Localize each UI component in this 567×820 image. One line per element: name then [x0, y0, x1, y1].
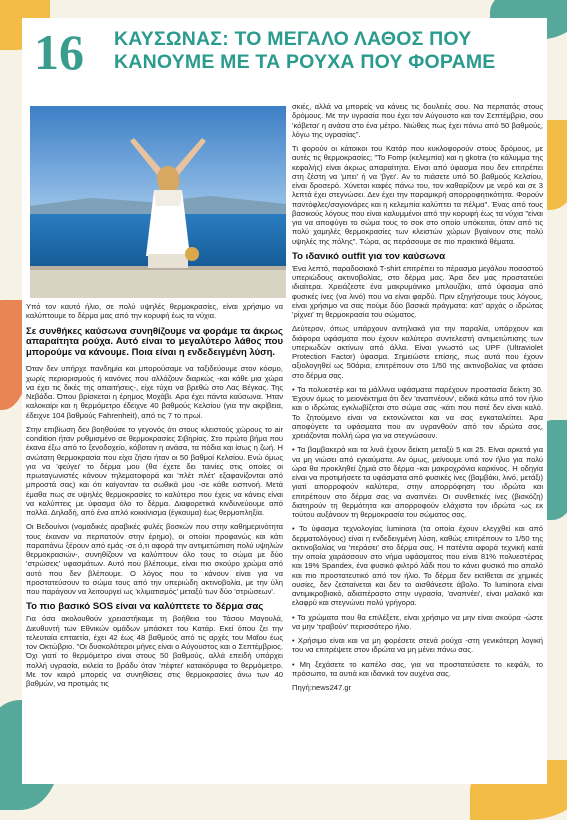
article-title: [114, 28, 534, 74]
paragraph: Οι Βεδουίνοι (νομαδικές αραβικές φυλές βοσκών που στην καθημερινότητα τους έκαναν να περπατούν στην έρημο), οι οποίοι προφανώς και κάτι παραπάνω ξέρουν από εμάς -σε ό,τι αφορά την αντιμετώπιση πολύ υψηλών θερμοκρασιών-, συνηθίζουν να καλύπτουν όλο τους το σώμα με δύο 'στρώσεις' υφασμάτων. Αυτό που βλέπουμε, είναι πιο σκούρο χρώμα από αυτό που δεν βλέπουμε. Ο λόγος που το κάνουν είναι για να προστατεύσουν το σώμα τους από την υπεριώδη ακτινοβολία, με την ύλη που παράγουν να λειτουργεί ως 'κλιματισμός' μεταξύ των δύο 'στρώσεων'.: [26, 522, 283, 597]
page-number: 16: [34, 24, 84, 80]
bullet-paragraph: • Τα χρώματα που θα επιλέξετε, είναι χρήσιμο να μην είναι σκούρα -ώστε να μην 'τραβούν' περισσότερο ήλιο.: [292, 612, 543, 631]
right-column: [292, 102, 543, 697]
article-header: [22, 18, 547, 84]
paragraph: Όταν δεν υπήρχε πανδημία και μπορούσαμε να ταξιδεύουμε στον κόσμο, χωρίς περιορισμούς ή κανόνες που αλλάζουν διαρκώς -και κάθε μια χώρα να έχει τις δικές της απαιτήσεις-, είχε τύχει να βρεθώ στο Λας Βέγκας. Της Νεβάδα. Όπου βρίσκεται η έρημος Μοχάβι. Αρα έχει πάντα καύσωνα. Ήταν καλοκαίρι και η θερμόμετρο έδειχνε 40 βαθμούς Κελσίου (για την ακρίβεια, έδειχνε 104 βαθμούς Fahrenheit), από τις 7 το πρωί.: [26, 364, 283, 420]
article-page: [22, 18, 547, 784]
bullet-paragraph: • Χρήσιμο είναι και να μη φορέσετε στενά ρούχα -στη γενικότερη λογική του να επιτρέψετε στον ιδρώτα να μη μένει πάνω σας.: [292, 636, 543, 655]
paragraph: Ένα λεπτό, παραδοσιακό T-shirt επιτρέπει το πέρασμα μεγάλου ποσοστού υπεριώδους ακτινοβολίας, στο δέρμα μας. Άρα δεν μας προστατεύει ιδιαίτερα. Χρειάζεστε ένα μακρυμάνικο μπλουζάκι, από ύφασμα από φυσικές ίνες (να λινό) που να είναι φαρδύ. Πριν εξηγήσουμε τους λόγους, είναι χρήσιμο να σας πούμε δύο βασικά πράγματα: κατ' αρχάς ο ιδρώτας 'ρίχνει' τη θερμοκρασία του σώματος.: [292, 263, 543, 319]
paragraph: Δεύτερον, όπως υπάρχουν αντηλιακά για την παραλία, υπάρχουν και διάφορα υφάσματα που έχουν καλύτερο συντελεστή αντιμετώπισης των υπεριωδών ακτίνων από άλλα. Είναι γνωστό ως UPF (Ultraviolet Protection Factor) ύφασμα. Σημειώστε επίσης, πως αυτά που έχουν αξιολογηθεί ως 50άρια, επιτρέπουν στο 1/50 της ακτινοβολίας να φτάσει στο δέρμα σας.: [292, 324, 543, 380]
photo-caption: Υπό τον καυτό ήλιο, σε πολύ υψηλές θερμοκρασίες, είναι χρήσιμο να καλύπτουμε το δέρμα μας από την κορυφή έως τα νύχια.: [26, 302, 283, 321]
section-heading: Το πιο βασικό SOS είναι να καλύπτετε το δέρμα σας: [26, 601, 264, 613]
paragraph: σκιές, αλλά να μπορείς να κάνεις τις δουλειές σου. Να περπατάς στους δρόμους. Με την υγρασία που έχει τον Αύγουστο και τον Σεπτέμβριο, σου 'κόβεται' η ανάσα στο ένα μέτρο. Νιώθεις πως έχει πάνω από 50 βαθμούς, λόγω της υγρασίας".: [292, 102, 543, 139]
article-title-line-1: ΚΑΥΣΩΝΑΣ: ΤΟ ΜΕΓΑΛΟ ΛΑΘΟΣ ΠΟΥ: [114, 28, 472, 50]
article-title-line-2: ΚΑΝΟΥΜΕ ΜΕ ΤΑ ΡΟΥΧΑ ΠΟΥ ΦΟΡΑΜΕ: [114, 51, 496, 73]
source-credit: Πηγή:news247.gr: [292, 683, 352, 692]
paragraph: Τι φορούν οι κάτοικοι του Κατάρ που κυκλοφορούν στους δρόμους, με αυτές τις θερμοκρασίες; "Το Fomp (κελεμπία) και η gkotra (το κάλυμμα της κεφαλής) είναι άκρως απαραίτητα. Είναι από ύφασμα που δεν επιτρέπει στη ζέστη να 'μπει' ή να 'βγει'. Αν το πιάσετε υπό 50 βαθμούς Κελσίου, είναι δροσερό. Χύνεται καφές πάνω του, τον καθαρίζουν με νερό και σε 3 λεπτά έχει στεγνώσει. Δεν έχει την παραμικρή απορροφητικότητα. Φορούν παντόφλες/σαγιονάρες και η κελεμπία καλύπτει τα πέλμα". Ένας από τους βασικούς λόγους που είναι καλυμμένοι από την κορυφή έως τα νύχια "είναι για να αποφύγει το σώμα τους το σοκ στο οποίο υπόκειται, όταν από τις πολύ χαμηλές θερμοκρασίες των κλειστών χώρων βγαίνουν στις πολύ υψηλές της πόλης". Τώρα, ας περάσουμε σε πιο πρακτικά θέματα.: [292, 144, 543, 246]
left-column: [26, 302, 283, 693]
section-heading: Το ιδανικό outfit για τον καύσωνα: [292, 250, 446, 262]
woman-by-the-sea-image: [30, 106, 286, 298]
paragraph: Για όσα ακολουθούν χρειαστήκαμε τη βοήθεια του Τάσου Μαγουλά, Διευθυντή των Εθνικών ομάδων μπάσκετ του Κατάρ. Εκεί όπου ζει την τελευταία επταετία, έχει 42 έως 48 βαθμούς από τις αρχές του Μαΐου έως τον Οκτώβριο. "Οι δυσκολότεροι μήνες είναι ο Αύγουστος και ο Σεπτέμβριος. Όχι γιατί το θερμόμετρο είναι στους 50 βαθμούς, αλλά επειδή υπάρχει πολλή υγρασία, εκλεία το βράδυ όταν 'πέφτει' κατακόρυφα το θερμόμετρο. Με τον καιρό μπορείς να συνηθίσεις στις θερμοκρασίες άνω των 40 βαθμών, να προτιμάς τις: [26, 614, 283, 689]
bullet-paragraph: • Τα πολυεστέρ και τα μάλλινα υφάσματα παρέχουν προστασία δείκτη 30. Έχουν όμως το μειονέκτημα ότι δεν 'αναπνέουν', ειδικά κάτω από τον ήλιο και ο ιδρώτας εγκλωβίζεται στο σώμα σας -κάτι που ποτέ δεν είναι καλό. Το ζητούμενο είναι να εκτονώνεται και να σας εγκαταλείπει. Άρα αποφύγετε τα υφάσματα που αν υγρανθούν από τον ιδρώτα σας, χρειάζονται πολλή ώρα για να στεγνώσουν.: [292, 384, 543, 440]
bullet-paragraph: • Τα βαμβακερά και τα λινά έχουν δείκτη μεταξύ 5 και 25. Είναι αρκετά για να μη νιώσει από εγκαύματα. Αν όμως, μείνουμε υπό τον ήλιο για πολύ ώρα θα προκληθεί ζημιά στο δέρμα -και μακροχρόνια καρκίνος. Η οδηγία είναι να προτιμήσετε τα υφάσματα από φυσικές ίνες (βαμβάκι, λινό, μετάξι) γιατί απορροφούν καλύτερα, στην απορρόφηση του ιδρώτα και επιτρέπουν στο δέρμα σας να αναπνέει. Οι συνθετικές ίνες (βισκόζη) διατηρούν τη θερμότητα και απορροφούν ελάχιστα τον ιδρώτα -ως εκ τούτου αυξάνουν τη θερμοκρασία του σώματος σας.: [292, 445, 543, 519]
bullet-paragraph: • Το ύφασμα τεχνολογίας luminora (τα οποία έχουν ελεγχθεί και από δερματολόγους) είναι η ενδεδειγμένη λύση, καθώς επιτρέπουν το 1/50 της ακτινοβολίας να 'περάσει' στο δέρμα σας. Η πατέντα αφορά τεχνική κατά την οποία χαράσσουν στο νήμα υφάσματος που είναι 81% πολυεστέρας και 19% Spandex, ένα φυσικό φιλτρό λάδι που το κάνει φυσικό πιο απαλό και πιο προστατευτικό από τον ήλιο. Το δέρμα δεν εκτίθεται σε χημικές ουσίες, δεν ζεσταίνεται και δεν το αισθάνεστε άβολο. Το luminora είναι αντιμικροβιακό, αδιαπέραστο στην υγρασία, 'αναπνέει', είναι μαλακό και ελαφρύ και στεγνώνει πολύ γρήγορα.: [292, 524, 543, 608]
paragraph: Στην επιβίωση δεν βοηθούσε το γεγονός ότι στους κλειστούς χώρους το air condition ήταν ρυθμισμένο σε θερμοκρασίες Σιβηρίας. Στο πρώτο βήμα που έκανα έξω από το ξενοδοχείο, κόβοταν η ανάσα, τα πόδια και ίσως η ζωή. Η ανώτατη θερμοκρασία που είχα ζήσει ήταν οι 50 βαθμοί Κελσίου. Ενώ όμως για να 'φεύγει' το δέρμα μου (θα έχετε δει ταινίες στις οποίες οι πρωταγωνιστές κάνουν τηλεματοφορά και 'πλέτ πλέτ' εξαφανίζονται από μπροστά σας) και ότι καίγονταν τα σωθικά μου -σε κάθε εισπνοή. Μετά έμαθα πως σε υψηλές θερμοκρασίες το καλύτερο που έχεις να κάνεις είναι να καλύπτεις με ύφασμα όλο το δέρμα. Διαφορετικά κινδυνεύουμε από πολλά. Δηλαδή, από ένα απλό κοκκίνισμα (έγκαυμα) έως θερμοπληξία.: [26, 424, 283, 518]
article-lead: Σε συνθήκες καύσωνα συνηθίζουμε να φοράμε τα άκρως απαραίτητα ρούχα. Αυτό είναι το μεγαλύτερο λάθος που μπορούμε να κάνουμε. Ποια είναι η ενδεδειγμένη λύση.: [26, 325, 283, 358]
bullet-paragraph: • Μη ξεχάσετε το καπέλο σας, για να προστατεύσετε το κεφάλι, το πρόσωπο, τα αυτιά και ιδανικά τον αυχένα σας.: [292, 659, 543, 678]
article-photo: [30, 106, 286, 298]
